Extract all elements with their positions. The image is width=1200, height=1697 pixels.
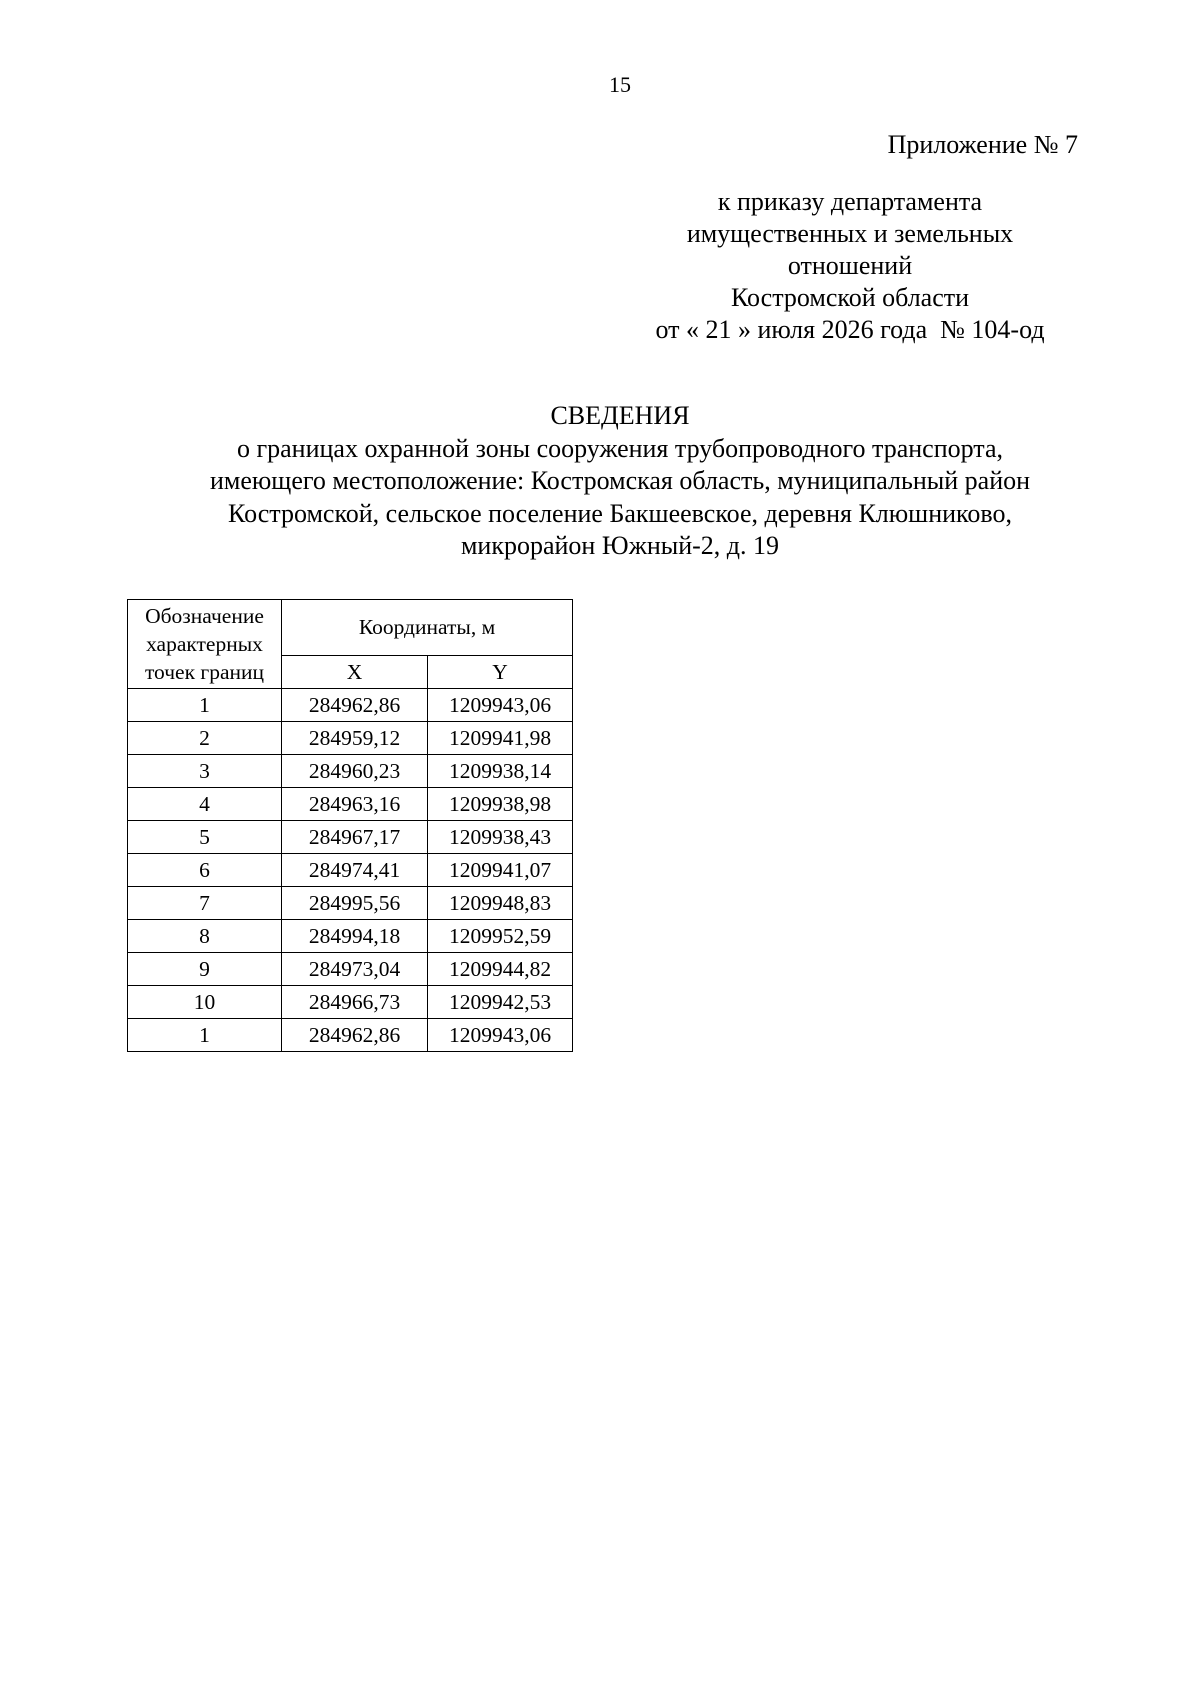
cell-point: 3 <box>128 755 282 788</box>
cell-point: 9 <box>128 953 282 986</box>
order-ref-line: отношений <box>787 251 913 280</box>
header-point-line: точек границ <box>144 660 265 684</box>
cell-y: 1209943,06 <box>428 689 573 722</box>
cell-point: 1 <box>128 689 282 722</box>
table-row <box>128 854 573 887</box>
cell-x: 284994,18 <box>282 920 428 953</box>
cell-y: 1209941,07 <box>428 854 573 887</box>
header-coordinates: Координаты, м <box>282 600 573 656</box>
order-ref-line: от « 21 » июля 2026 года № 104-од <box>655 315 1045 344</box>
document-heading <box>100 400 1140 563</box>
cell-y: 1209943,06 <box>428 1019 573 1052</box>
table-row <box>128 986 573 1019</box>
header-point-designation <box>128 600 282 689</box>
cell-x: 284963,16 <box>282 788 428 821</box>
cell-y: 1209952,59 <box>428 920 573 953</box>
order-ref-line: Костромской области <box>730 283 970 312</box>
cell-point: 4 <box>128 788 282 821</box>
cell-y: 1209938,43 <box>428 821 573 854</box>
header-point-line: Обозначение <box>145 604 264 628</box>
cell-x: 284966,73 <box>282 986 428 1019</box>
heading-line: микрорайон Южный-2, д. 19 <box>460 531 780 560</box>
cell-y: 1209938,98 <box>428 788 573 821</box>
table-row <box>128 1019 573 1052</box>
table-row <box>128 755 573 788</box>
cell-point: 6 <box>128 854 282 887</box>
cell-x: 284962,86 <box>282 689 428 722</box>
coordinates-table <box>127 599 573 1052</box>
heading-line: о границах охранной зоны сооружения трубопроводного транспорта, <box>236 433 1004 463</box>
order-ref-line: имущественных и земельных <box>686 219 1014 248</box>
cell-x: 284962,86 <box>282 1019 428 1052</box>
table-row <box>128 953 573 986</box>
heading-line: Костромской, сельское поселение Бакшеевское, деревня Клюшниково, <box>228 498 1012 528</box>
cell-x: 284967,17 <box>282 821 428 854</box>
page-number: 15 <box>609 72 631 97</box>
cell-point: 5 <box>128 821 282 854</box>
header-point-line: характерных <box>146 632 263 656</box>
table-row <box>128 887 573 920</box>
header-y: Y <box>428 656 573 689</box>
cell-x: 284995,56 <box>282 887 428 920</box>
heading-title: СВЕДЕНИЯ <box>550 401 690 430</box>
table-row <box>128 689 573 722</box>
appendix-title: Приложение № 7 <box>887 130 1078 159</box>
table-row <box>128 821 573 854</box>
cell-x: 284974,41 <box>282 854 428 887</box>
cell-y: 1209948,83 <box>428 887 573 920</box>
cell-point: 2 <box>128 722 282 755</box>
order-ref-line: к приказу департамента <box>717 187 983 216</box>
order-reference <box>600 186 1100 346</box>
cell-y: 1209941,98 <box>428 722 573 755</box>
cell-point: 1 <box>128 1019 282 1052</box>
cell-point: 10 <box>128 986 282 1019</box>
cell-x: 284959,12 <box>282 722 428 755</box>
table-row <box>128 788 573 821</box>
cell-x: 284960,23 <box>282 755 428 788</box>
heading-line: имеющего местоположение: Костромская область, муниципальный район <box>209 466 1031 495</box>
table-row <box>128 920 573 953</box>
cell-y: 1209938,14 <box>428 755 573 788</box>
cell-y: 1209944,82 <box>428 953 573 986</box>
cell-y: 1209942,53 <box>428 986 573 1019</box>
cell-x: 284973,04 <box>282 953 428 986</box>
table-row <box>128 722 573 755</box>
header-x: X <box>282 656 428 689</box>
cell-point: 7 <box>128 887 282 920</box>
cell-point: 8 <box>128 920 282 953</box>
